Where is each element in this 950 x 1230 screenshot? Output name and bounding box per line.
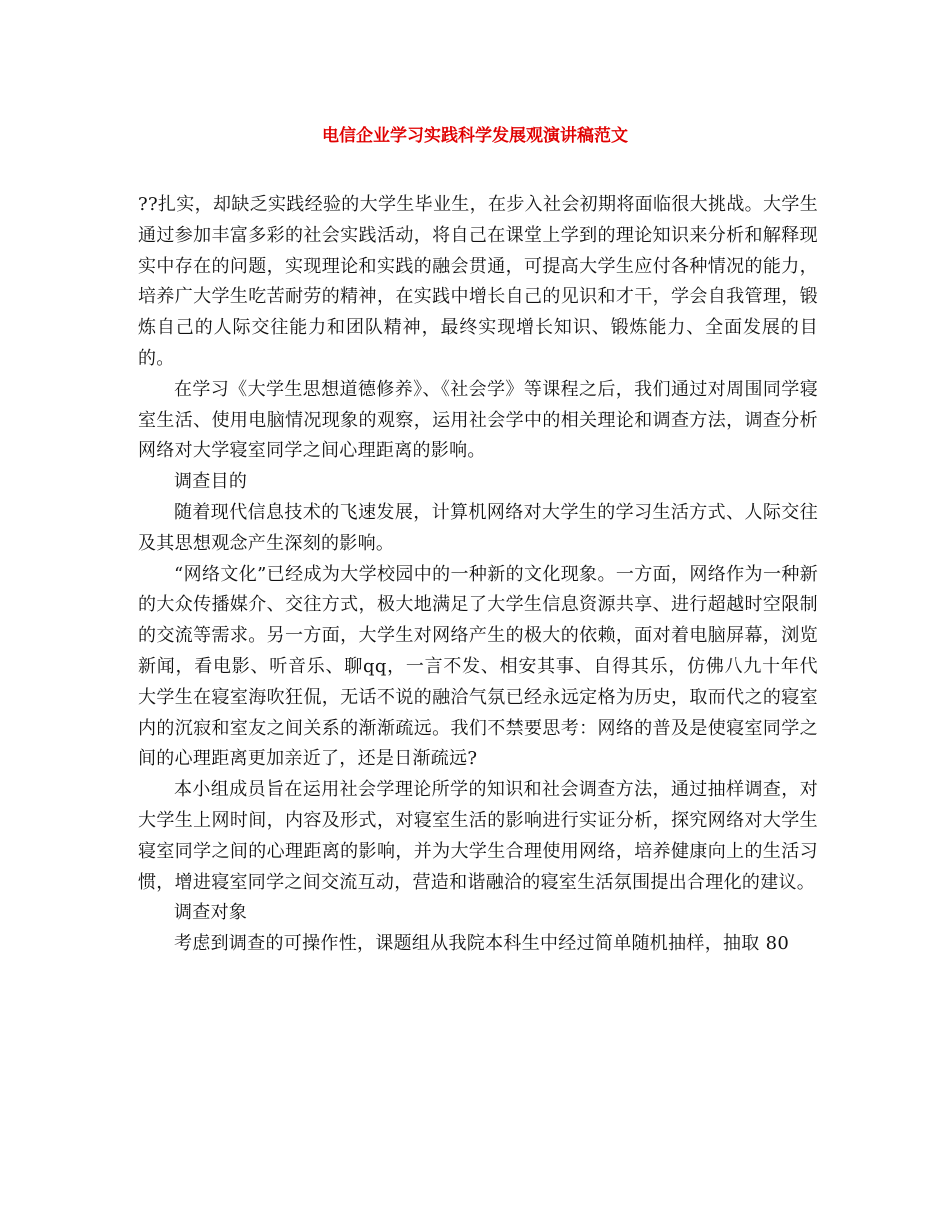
paragraph-network-culture: “网络文化”已经成为大学校园中的一种新的文化现象。一方面，网络作为一种新的大众传播媒介、交往方式，极大地满足了大学生信息资源共享、进行超越时空限制的交流等需求。另一方面，大学生对网络产生的极大的依赖，面对着电脑屏幕，浏览新闻，看电影、听音乐、聊qq，一言不发、相安其事、自得其乐，仿佛八九十年代大学生在寝室海吹狂侃，无话不说的融洽气氛已经永远定格为历史，取而代之的寝室内的沉寂和室友之间关系的渐渐疏远。我们不禁要思考：网络的普及是使寝室同学之间的心理距离更加亲近了，还是日渐疏远? (138, 563, 818, 770)
section-heading-subjects: 调查对象 (174, 902, 248, 924)
paragraph-subjects: 考虑到调查的可操作性，课题组从我院本科生中经过简单随机抽样，抽取 80 (174, 933, 790, 955)
paragraph-aims: 本小组成员旨在运用社会学理论所学的知识和社会调查方法，通过抽样调查，对大学生上网时间，内容及形式，对寝室生活的影响进行实证分析，探究网络对大学生寝室同学之间的心理距离的影响，并为大学生合理使用网络，培养健康向上的生活习惯，增进寝室同学之间交流互动，营造和谐融洽的寝室生活氛围提出合理化的建议。 (138, 779, 818, 893)
document-body (138, 190, 818, 960)
section-heading-purpose: 调查目的 (174, 471, 248, 493)
document-title: 电信企业学习实践科学发展观演讲稿范文 (322, 126, 628, 146)
paragraph-background: 在学习《大学生思想道德修养》、《社会学》等课程之后，我们通过对周围同学寝室生活、使用电脑情况现象的观察，运用社会学中的相关理论和调查方法，调查分析网络对大学寝室同学之间心理距离的影响。 (138, 378, 818, 462)
paragraph-intro: ??扎实，却缺乏实践经验的大学生毕业生，在步入社会初期将面临很大挑战。大学生通过参加丰富多彩的社会实践活动，将自己在课堂上学到的理论知识来分析和解释现实中存在的问题，实现理论和实践的融会贯通，可提高大学生应付各种情况的能力，培养广大学生吃苦耐劳的精神，在实践中增长自己的见识和才干，学会自我管理，锻炼自己的人际交往能力和团队精神，最终实现增长知识、锻炼能力、全面发展的目的。 (138, 194, 818, 369)
paragraph-purpose: 随着现代信息技术的飞速发展，计算机网络对大学生的学习生活方式、人际交往及其思想观念产生深刻的影响。 (138, 501, 818, 554)
